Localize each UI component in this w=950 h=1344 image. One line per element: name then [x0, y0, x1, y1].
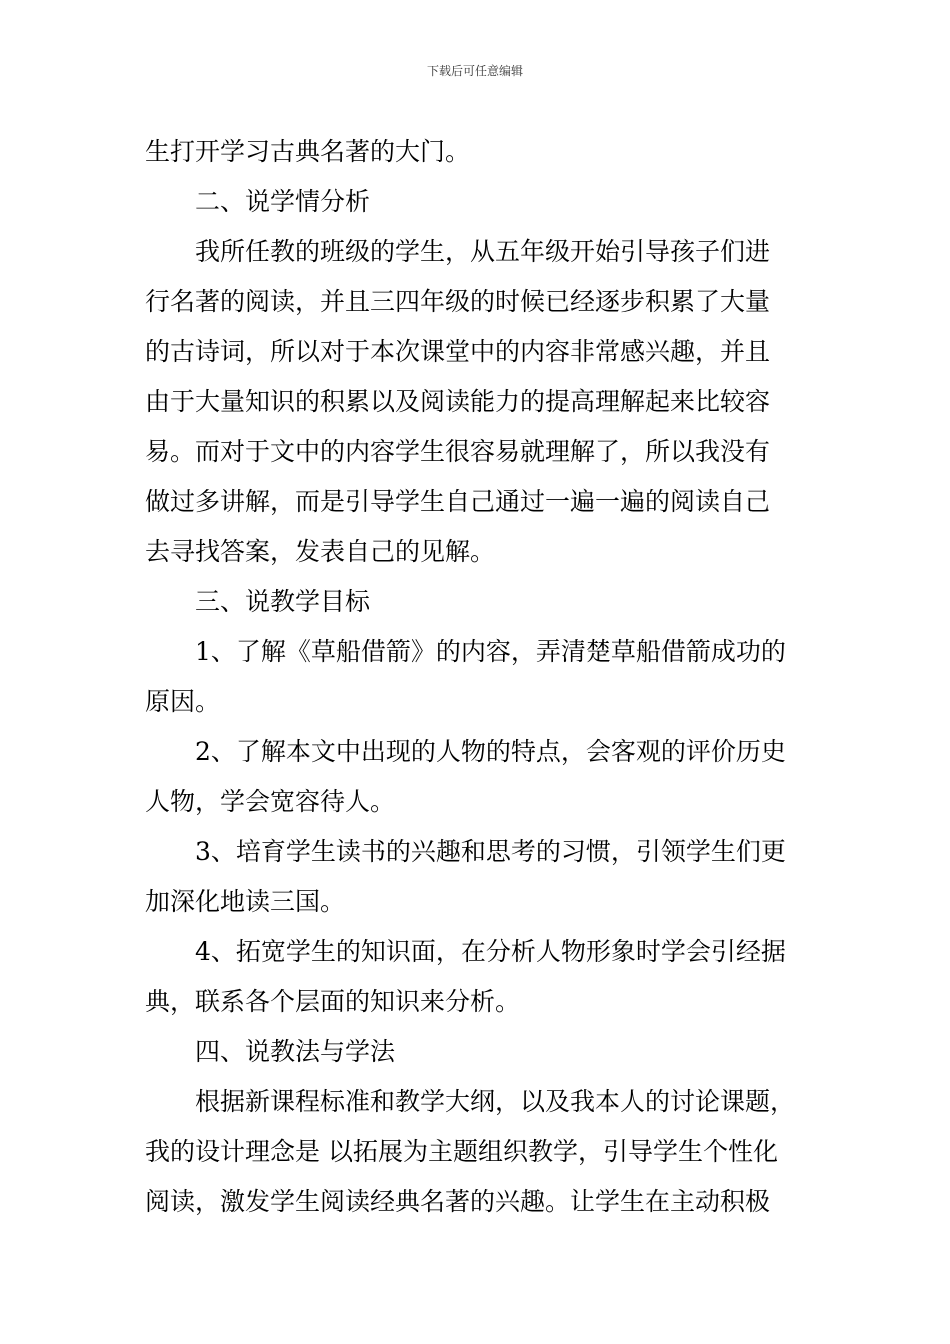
text-line: 去寻找答案，发表自己的见解。: [145, 537, 496, 566]
section-heading-3: 三、说教学目标: [195, 587, 371, 616]
text-line: 我所任教的班级的学生，从五年级开始引导孩子们进: [195, 237, 771, 266]
section-heading-4: 四、说教法与学法: [195, 1037, 396, 1066]
page-header: 下载后可任意编辑: [426, 64, 523, 78]
text-line: 我的设计理念是 以拓展为主题组织教学，引导学生个性化: [145, 1137, 778, 1166]
objective-item-1: 1、了解《草船借箭》的内容，弄清楚草船借箭成功的: [195, 637, 786, 666]
objective-item-2: 2、了解本文中出现的人物的特点，会客观的评价历史: [195, 737, 786, 766]
text-line: 生打开学习古典名著的大门。: [145, 137, 471, 166]
document-body: [145, 127, 813, 1227]
text-line: 易。而对于文中的内容学生很容易就理解了，所以我没有: [145, 437, 771, 466]
objective-item-4: 4、拓宽学生的知识面，在分析人物形象时学会引经据: [195, 937, 786, 966]
objective-item-3: 3、培育学生读书的兴趣和思考的习惯，引领学生们更: [195, 837, 786, 866]
section-heading-2: 二、说学情分析: [195, 187, 371, 216]
text-line: 根据新课程标准和教学大纲，以及我本人的讨论课题，: [195, 1087, 796, 1116]
text-line: 加深化地读三国。: [145, 887, 346, 916]
text-line: 的古诗词，所以对于本次课堂中的内容非常感兴趣，并且: [145, 337, 771, 366]
text-line: 原因。: [145, 687, 221, 716]
text-line: 人物，学会宽容待人。: [145, 787, 396, 816]
text-line: 阅读，激发学生阅读经典名著的兴趣。让学生在主动积极: [145, 1187, 771, 1216]
text-line: 行名著的阅读，并且三四年级的时候已经逐步积累了大量: [145, 287, 771, 316]
text-line: 由于大量知识的积累以及阅读能力的提高理解起来比较容: [145, 387, 771, 416]
text-line: 做过多讲解，而是引导学生自己通过一遍一遍的阅读自己: [145, 487, 771, 516]
text-line: 典，联系各个层面的知识来分析。: [145, 987, 521, 1016]
